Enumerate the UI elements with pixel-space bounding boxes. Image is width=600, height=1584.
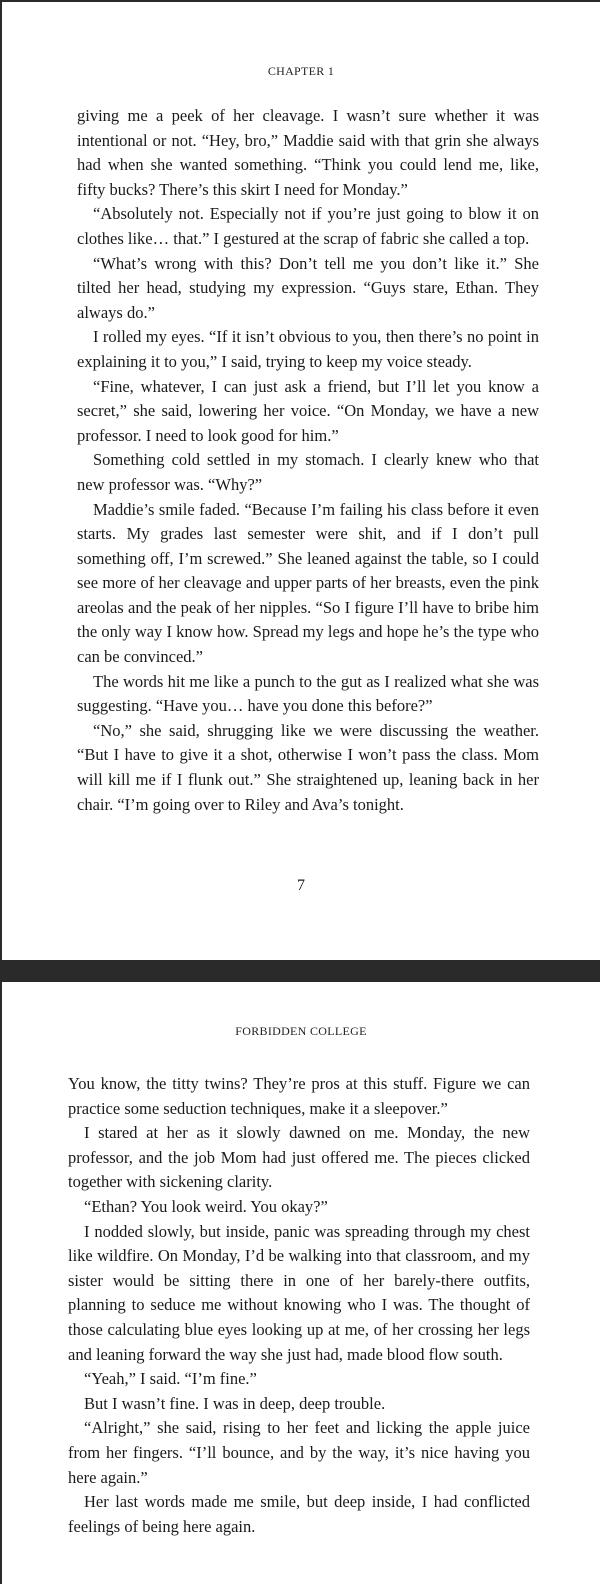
paragraph: giving me a peek of her cleavage. I wasn’t sure whether it was intentional or not. “Hey, bro,” Maddie said with that grin she always had when she wanted something. “Think you could lend me, like, fifty bucks? There’s this skirt I need for Monday.” <box>77 106 539 199</box>
page-number: 7 <box>297 877 305 894</box>
running-head-title: FORBIDDEN COLLEGE <box>235 1024 367 1038</box>
page-body-text <box>77 104 539 817</box>
paragraph: “What’s wrong with this? Don’t tell me you don’t like it.” She tilted her head, studying my expression. “Guys stare, Ethan. They always do.” <box>77 253 539 322</box>
paragraph: I rolled my eyes. “If it isn’t obvious to you, then there’s no point in explaining it to you,” I said, trying to keep my voice steady. <box>77 327 539 371</box>
paragraph: “No,” she said, shrugging like we were discussing the weather. “But I have to give it a shot, otherwise I won’t pass the class. Mom will kill me if I flunk out.” She straightened up, leaning back in her chair. “I’m going over to Riley and Ava’s tonight. <box>77 720 539 814</box>
paragraph: Her last words made me smile, but deep inside, I had conflicted feelings of being here again. <box>68 1492 530 1536</box>
paragraph: I stared at her as it slowly dawned on me. Monday, the new professor, and the job Mom had just offered me. The pieces clicked together with sickening clarity. <box>68 1123 530 1192</box>
paragraph: “Ethan? You look weird. You okay?” <box>84 1196 328 1216</box>
page-body-text <box>68 1072 530 1539</box>
paragraph: Something cold settled in my stomach. I clearly knew who that new professor was. “Why?” <box>77 450 539 494</box>
paragraph: Maddie’s smile faded. “Because I’m failing his class before it even starts. My grades last semester were shit, and if I don’t pull something off, I’m screwed.” She leaned against the table, so I could see more of her cleavage and upper parts of her breasts, even the pink areolas and the peak of her nipples. “So I figure I’ll have to bribe him the only way I know how. Spread my legs and hope he’s the type who can be convinced.” <box>77 499 539 667</box>
page-divider <box>0 960 600 982</box>
paragraph: “Absolutely not. Especially not if you’re just going to blow it on clothes like… that.” I gestured at the scrap of fabric she called a top. <box>77 204 539 248</box>
paragraph: But I wasn’t fine. I was in deep, deep trouble. <box>84 1393 386 1413</box>
paragraph: “Alright,” she said, rising to her feet and licking the apple juice from her fingers. “I’ll bounce, and by the way, it’s nice having you here again.” <box>68 1418 530 1487</box>
paragraph: You know, the titty twins? They’re pros at this stuff. Figure we can practice some seduction techniques, make it a sleepover.” <box>68 1074 530 1118</box>
paragraph: The words hit me like a punch to the gut as I realized what she was suggesting. “Have you… have you done this before?” <box>77 671 539 716</box>
paragraph: “Fine, whatever, I can just ask a friend, but I’ll let you know a secret,” she said, lowering her voice. “On Monday, we have a new professor. I need to look good for him.” <box>77 376 539 445</box>
book-page-bottom <box>0 982 600 1584</box>
paragraph: “Yeah,” I said. “I’m fine.” <box>84 1369 257 1389</box>
paragraph: I nodded slowly, but inside, panic was spreading through my chest like wildfire. On Monday, I’d be walking into that classroom, and my sister would be sitting there in one of her barely-there outfits, planning to seduce me without knowing who I was. The thought of those calculating blue eyes looking up at me, of her crossing her legs and leaning forward the way she just had, made blood flow south. <box>68 1221 530 1364</box>
running-head-chapter: CHAPTER 1 <box>267 64 335 78</box>
